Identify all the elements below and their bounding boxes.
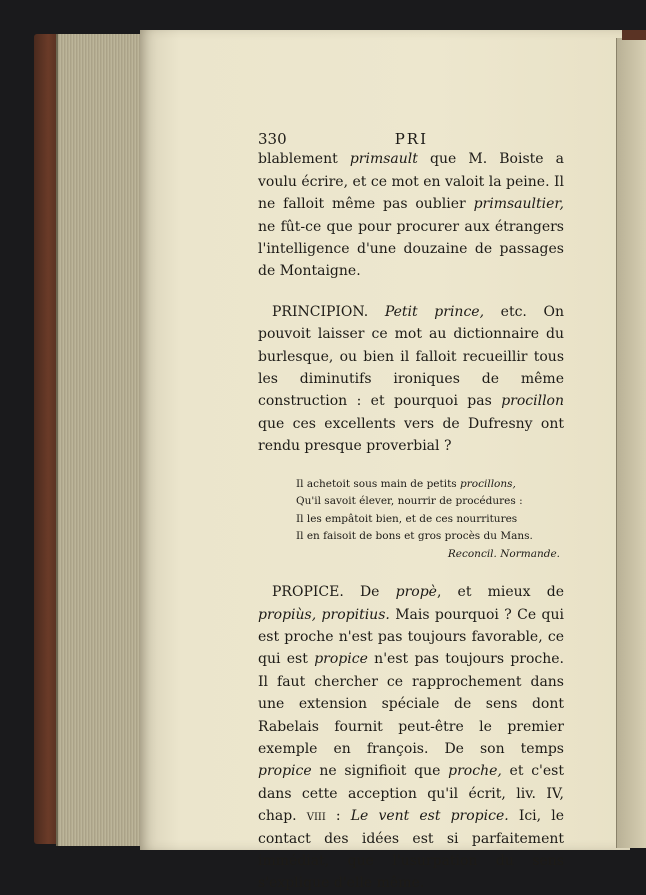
headword: PRINCIPION.: [272, 303, 369, 320]
verse-line: Qu'il savoit élever, nourrir de procédures :: [296, 495, 523, 508]
binding-corner: [622, 30, 646, 40]
verse-quotation: [296, 476, 564, 564]
entry-principion: PRINCIPION. Petit prince, etc. On pouvoit laisser ce mot au dictionnaire du burlesque, ou bien il falloit recueillir tous les diminutifs ironiques de même construction : et pourquoi pas procillon que ces excellents vers de Dufresny ont rendu presque proverbial ?: [258, 303, 564, 455]
entry-propice: PROPICE. De propè, et mieux de propiùs, propitius. Mais pourquoi ? Ce qui est proche n'est pas toujours favorable, ce qui est propice n'est pas toujours proche. Il faut chercher ce rapprochement dans une extension spéciale de sens dont Rabelais fournit peut-être le premier exemple en françois. De son temps propice ne signifioit que proche, et c'est dans cette acception qu'il écrit, liv. IV, chap. viii : Le vent est propice. Ici, le contact des idées est si parfaitement immédiat, que l'usurpation du sens s'explique d'elle même.: [258, 584, 565, 892]
verse-line: Il achetoit sous main de petits procillons,: [296, 477, 516, 490]
page-number: 330: [258, 130, 287, 148]
page-stack-edges: [56, 34, 150, 846]
verse-attribution: Reconcil. Normande.: [447, 547, 560, 560]
facing-page-edge: [616, 38, 646, 848]
running-header: [258, 128, 428, 150]
verse-line: Il les empâtoit bien, et de ces nourritures: [296, 512, 518, 525]
page-text: [258, 128, 564, 895]
headword: PROPICE.: [272, 584, 344, 601]
verse-line: Il en faisoit de bons et gros procès du Mans.: [296, 530, 533, 543]
running-head: PRI: [394, 130, 428, 148]
paragraph-primsault: blablement primsault que M. Boiste a voulu écrire, et ce mot en valoit la peine. Il ne falloit même pas oublier primsaultier, ne fût-ce que pour procurer aux étrangers l'intelligence d'une douzaine de passages de Montaigne.: [258, 151, 564, 280]
